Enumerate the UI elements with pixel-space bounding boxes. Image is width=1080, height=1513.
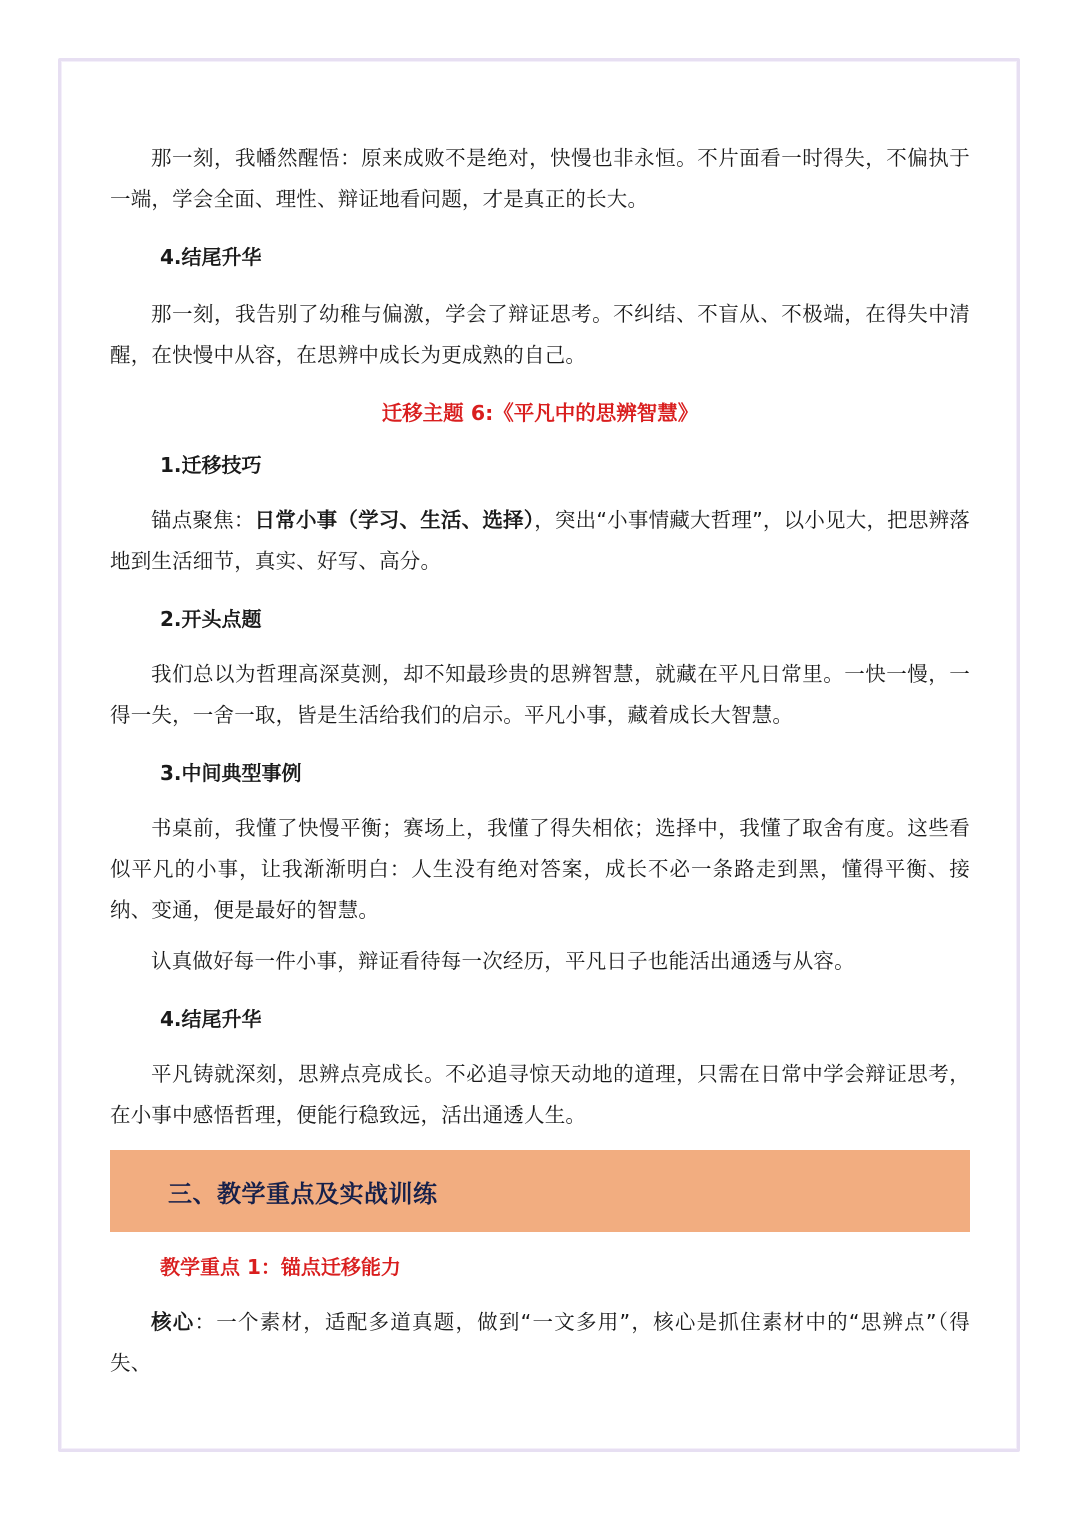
banner-title: 三、教学重点及实战训练 [168, 1179, 438, 1208]
paragraph-anchor-focus [110, 500, 970, 582]
paragraph-opening: 我们总以为哲理高深莫测，却不知最珍贵的思辨智慧，就藏在平凡日常里。一快一慢，一得一失，一舍一取，皆是生活给我们的启示。平凡小事，藏着成长大智慧。 [110, 662, 970, 727]
theme-6-title: 迁移主题 6:《平凡中的思辨智慧》 [381, 401, 699, 425]
paragraph-realization: 那一刻，我幡然醒悟：原来成败不是绝对，快慢也非永恒。不片面看一时得失，不偏执于一端，学会全面、理性、辩证地看问题，才是真正的长大。 [110, 146, 970, 211]
core-rest: ：一个素材，适配多道真题，做到“一文多用”，核心是抓住素材中的“思辨点”（得失、 [110, 1310, 970, 1375]
anchor-lead: 锚点聚焦： [151, 508, 255, 532]
anchor-rest: ，突出“小事情藏大哲理”，以小见大，把思辨落地到生活细节，真实、好写、高分。 [110, 508, 970, 573]
section-heading-opening: 2.开头点题 [160, 607, 262, 631]
section-heading-ending-1: 4.结尾升华 [160, 245, 262, 269]
core-lead: 核心 [151, 1310, 195, 1334]
section-heading-technique: 1.迁移技巧 [160, 453, 262, 477]
paragraph-ending-1: 那一刻，我告别了幼稚与偏激，学会了辩证思考。不纠结、不盲从、不极端，在得失中清醒，在快慢中从容，在思辨中成长为更成熟的自己。 [110, 302, 970, 367]
anchor-bold: 日常小事（学习、生活、选择） [254, 508, 535, 532]
paragraph-core [110, 1302, 970, 1384]
document-body [110, 138, 970, 1384]
paragraph-daily: 认真做好每一件小事，辩证看待每一次经历，平凡日子也能活出通透与从容。 [151, 949, 855, 973]
paragraph-middle: 书桌前，我懂了快慢平衡；赛场上，我懂了得失相依；选择中，我懂了取舍有度。这些看似平凡的小事，让我渐渐明白：人生没有绝对答案，成长不必一条路走到黑，懂得平衡、接纳、变通，便是最好的智慧。 [110, 816, 970, 922]
teaching-focus-1-title: 教学重点 1：锚点迁移能力 [160, 1255, 401, 1279]
section-banner [110, 1150, 970, 1232]
section-heading-ending-2: 4.结尾升华 [160, 1007, 262, 1031]
paragraph-ending-2: 平凡铸就深刻，思辨点亮成长。不必追寻惊天动地的道理，只需在日常中学会辩证思考，在小事中感悟哲理，便能行稳致远，活出通透人生。 [110, 1062, 970, 1127]
section-heading-middle: 3.中间典型事例 [160, 761, 302, 785]
